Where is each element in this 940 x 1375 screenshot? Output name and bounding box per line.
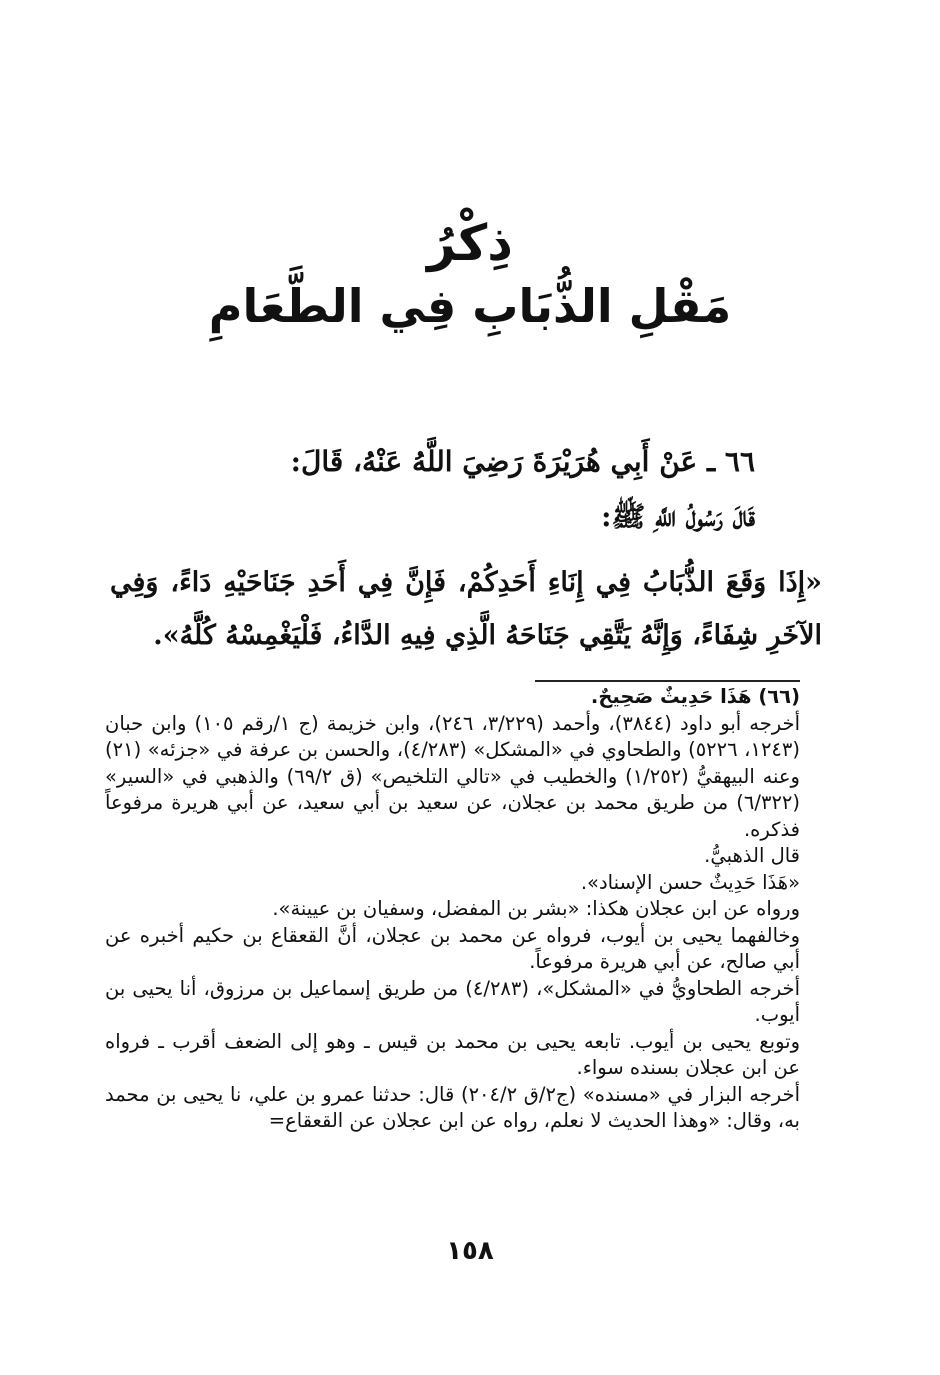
page-number: ١٥٨ [446,1236,494,1266]
footnote-paragraph: وخالفهما يحيى بن أيوب، فرواه عن محمد بن عجلان، أنَّ القعقاع بن حكيم أخبره عن أبي صالح، عن أبي هريرة مرفوعاً. [105,923,800,973]
hadith-narrator-line: ٦٦ ـ عَنْ أَبِي هُرَيْرَةَ رَضِيَ اللَّهُ عَنْهُ، قَالَ: [290,445,755,478]
footnote-paragraph: أخرجه أبو داود (٣٨٤٤)، وأحمد (٣/٢٢٩، ٢٤٦)، وابن خزيمة (ج ١/رقم ١٠٥) وابن حبان (١٢٤٣، ٥٢٢٦) والطحاوي في «المشكل» (٤/٢٨٣)، والحسن بن عرفة في «جزئه» (٢١) وعنه البيهقيُّ (١/٢٥٢) والخطيب في «تالي التلخيص» (ق ٦٩/٢) والذهبي في «السير» (٦/٣٢٢) من طريق محمد بن عجلان، عن سعيد بن أبي سعيد، عن أبي هريرة مرفوعاً فذكره. [105,711,800,841]
footnote-paragraph: «هَذَا حَدِيثٌ حسن الإسناد». [580,870,800,894]
chapter-heading-title: ذِكْرُ [427,214,513,272]
chapter-heading-subtitle: مَقْلِ الذُّبَابِ فِي الطَّعَامِ [208,279,732,333]
footnote-paragraph: قال الذهبيُّ. [704,844,800,867]
footnote-separator [535,680,800,682]
footnotes-section [105,684,800,1135]
footnote-paragraph: أخرجه البزار في «مسنده» (ج٢/ق ٢٠٤/٢) قال: حدثنا عمرو بن علي، نا يحيى بن محمد به، وقال: «وهذا الحديث لا نعلم، رواه عن ابن عجلان عن القعقاع= [105,1082,801,1132]
footnote-heading: (٦٦) هَذَا حَدِيثٌ صَحِيحٌ. [590,685,800,708]
footnote-paragraph: أخرجه الطحاويُّ في «المشكل»، (٤/٢٨٣) من طريق إسماعيل بن مرزوق، أنا يحيى بن أيوب. [105,976,800,1026]
hadith-text: «إِذَا وَقَعَ الذُّبَابُ فِي إِنَاءِ أَحَدِكُمْ، فَإِنَّ فِي أَحَدِ جَنَاحَيْهِ دَاءً، وَفِي الآخَرِ شِفَاءً، وَإِنَّهُ يَتَّقِي جَنَاحَهُ الَّذِي فِيهِ الدَّاءُ، فَلْيَغْمِسْهُ كُلَّهُ». [110,567,822,651]
footnote-paragraph: ورواه عن ابن عجلان هكذا: «بشر بن المفضل، وسفيان بن عيينة». [272,897,800,920]
footnote-paragraph: وتوبع يحيى بن أيوب. تابعه يحيى بن محمد بن قيس ـ وهو إلى الضعف أقرب ـ فرواه عن ابن عجلان بسنده سواء. [105,1029,800,1079]
hadith-speaker-line: قَالَ رَسُولُ اللَّهِ ﷺ: [601,500,755,533]
